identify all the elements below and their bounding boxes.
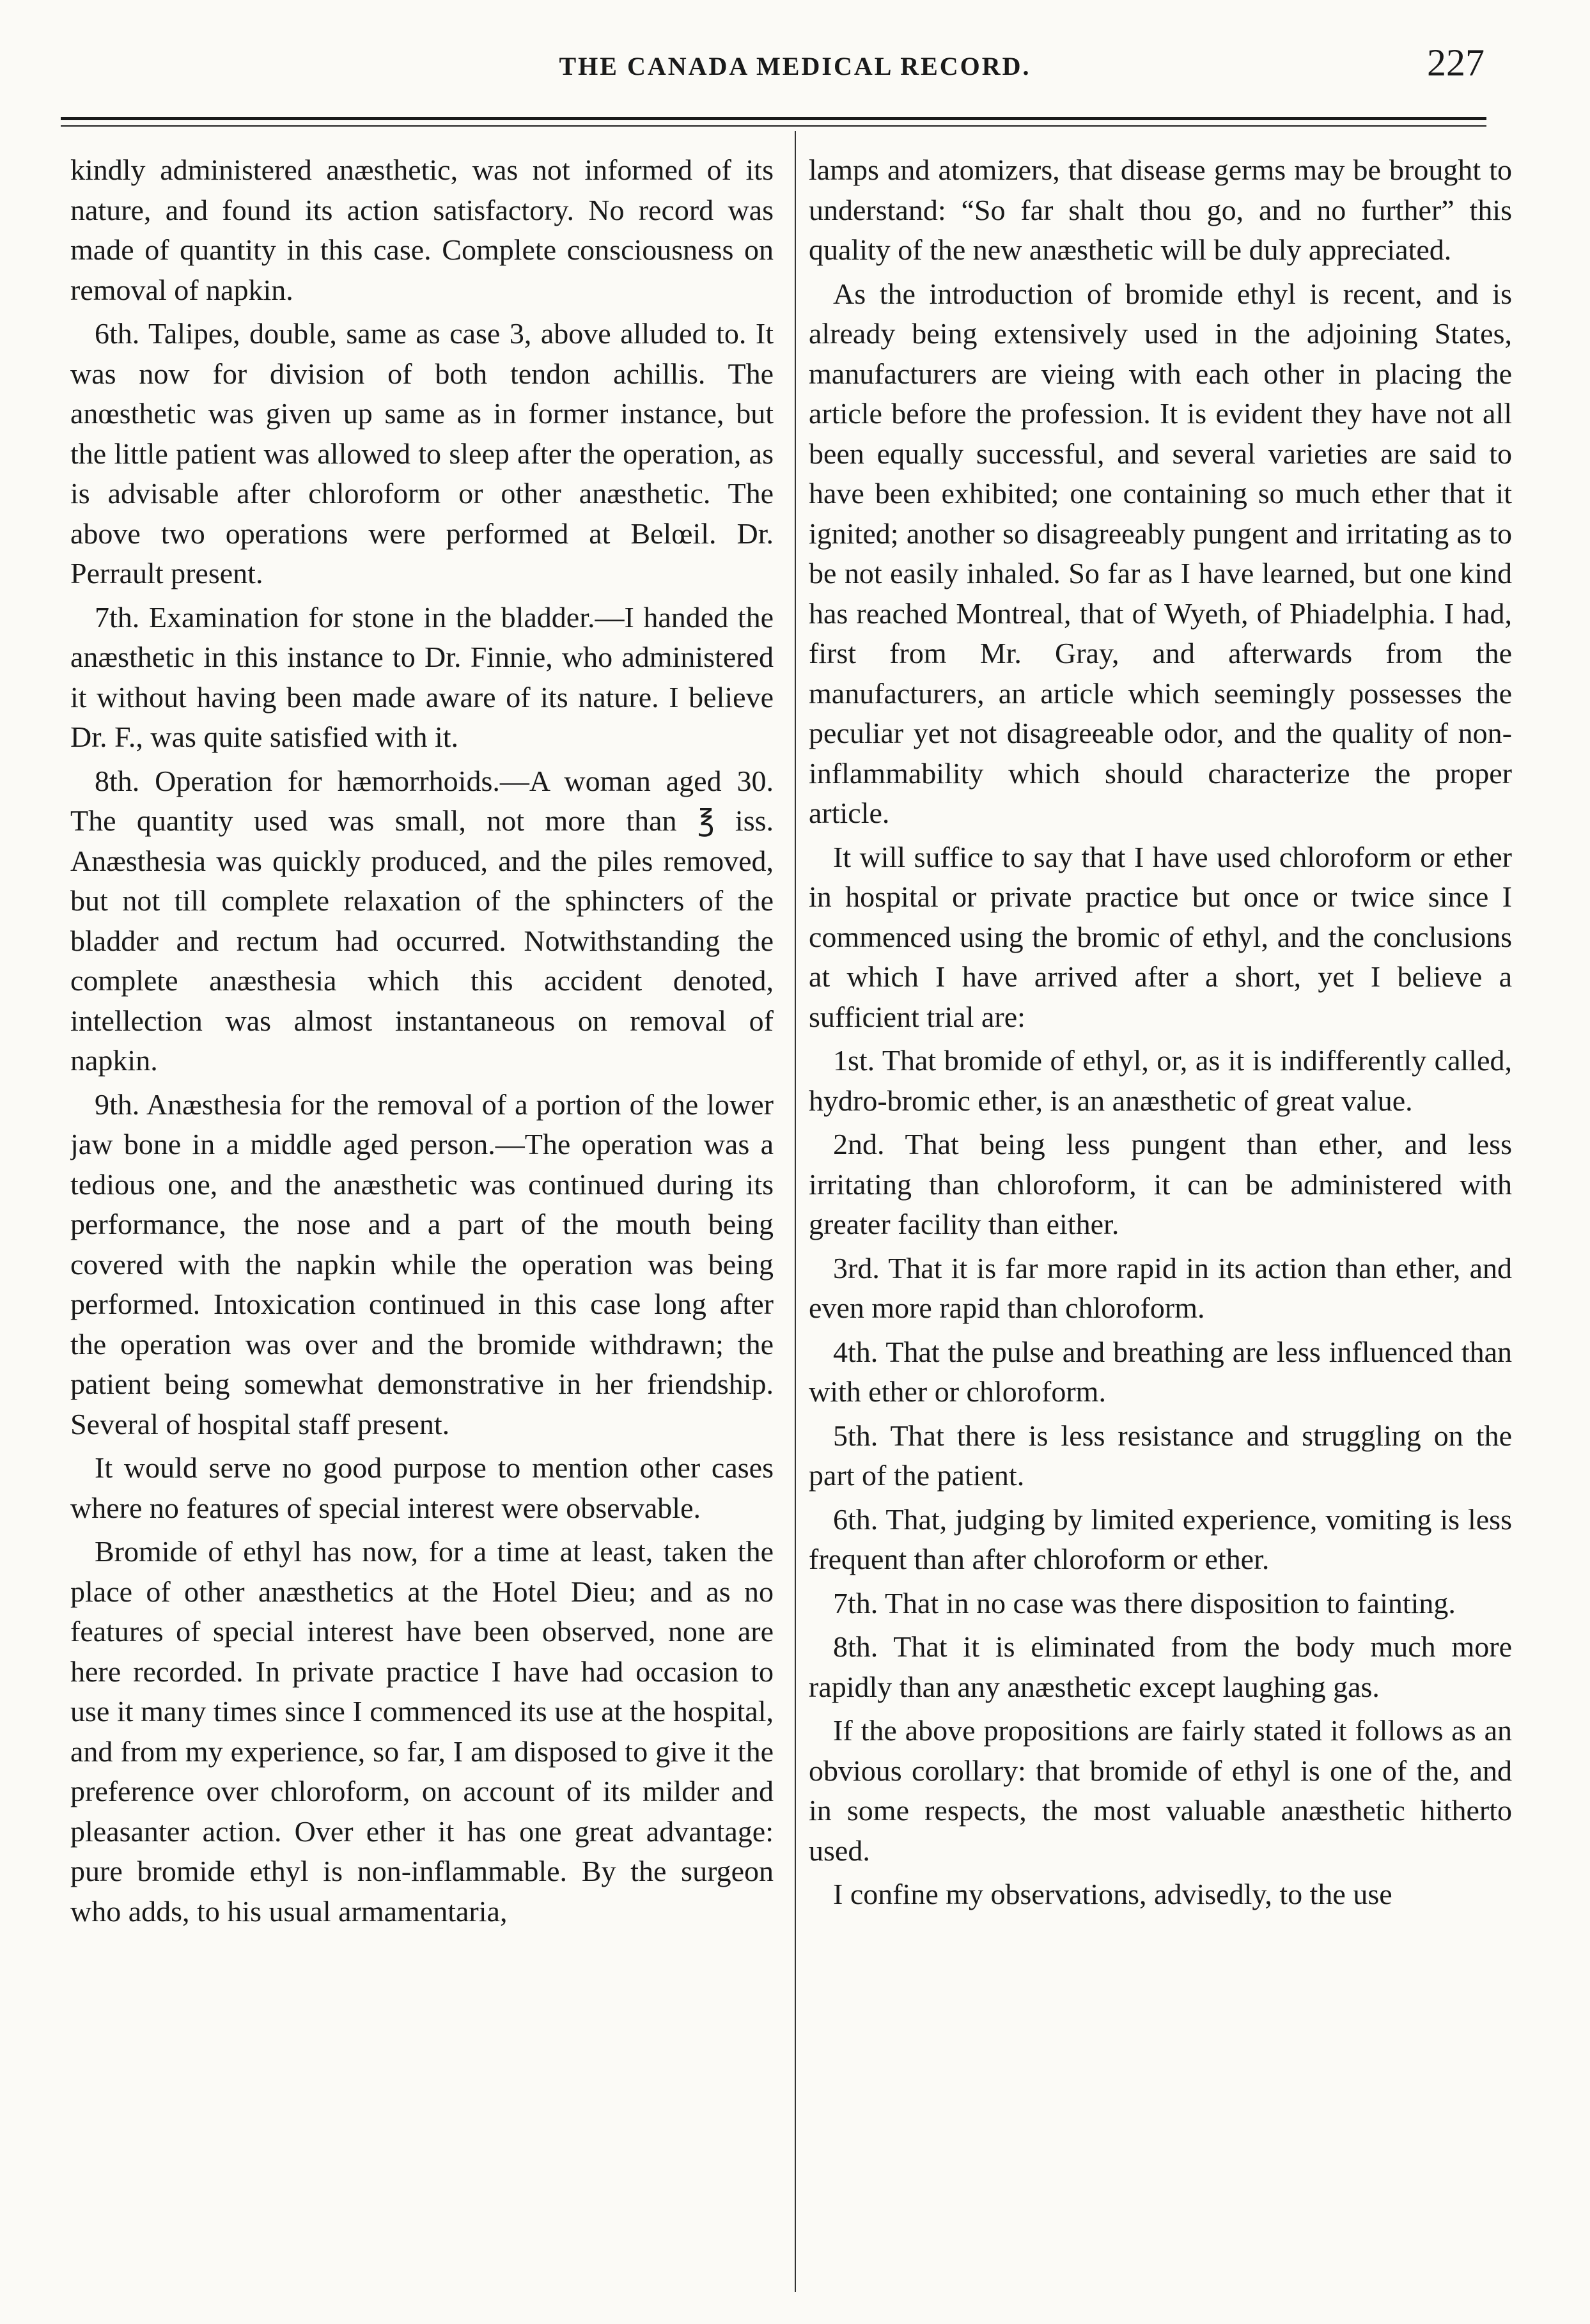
paragraph: 4th. That the pulse and breathing are less influenced than with ether or chloroform.: [809, 1335, 1512, 1408]
paragraph: As the introduction of bromide ethyl is recent, and is already being extensively used in the adjoining States, manufacturers are vieing with each other in placing the article before the profession. It is evident they have not all been equally successful, and several varieties are said to have been exhibited; one containing so much ether that it ignited; another so disagreeably pungent and irritating as to be not easily inhaled. So far as I have learned, but one kind has reached Montreal, that of Wyeth, of Phiadelphia. I had, first from Mr. Gray, and afterwards from the manufacturers, an article which seemingly possesses the peculiar yet not disagreeable odor, and the quality of non-inflammability which should characterize the proper article.: [809, 277, 1512, 829]
paragraph: 5th. That there is less resistance and struggling on the part of the patient.: [809, 1419, 1512, 1492]
paragraph: 2nd. That being less pungent than ether, and less irritating than chloroform, it can be administered with greater facility than either.: [809, 1128, 1512, 1240]
paragraph: 7th. Examination for stone in the bladder.—I handed the anæsthetic in this instance to Dr. Finnie, who administered it without having been made aware of its nature. I believe Dr. F., was quite satisfied with it.: [70, 600, 774, 753]
paragraph: 7th. That in no case was there disposition to fainting.: [833, 1586, 1456, 1619]
paragraph: Bromide of ethyl has now, for a time at least, taken the place of other anæsthetics at the Hotel Dieu; and as no features of special interest have been observed, none are here recorded. In private practice I have had occasion to use it many times since I commenced its use at the hospital, and from my experience, so far, I am disposed to give it the preference over chloroform, on account of its milder and pleasanter action. Over ether it has one great advantage: pure bromide ethyl is non-inflammable. By the surgeon who adds, to his usual armamentaria,: [70, 1535, 774, 1928]
paragraph: 1st. That bromide of ethyl, or, as it is indifferently called, hydro-bromic ether, is an anæsthetic of great value.: [809, 1044, 1512, 1117]
paragraph: 6th. That, judging by limited experience, vomiting is less frequent than after chloroform or ether.: [809, 1502, 1512, 1575]
left-column: [70, 150, 774, 2292]
paragraph: 6th. Talipes, double, same as case 3, above alluded to. It was now for division of both tendon achillis. The anœsthetic was given up same as in former instance, but the little patient was allowed to sleep after the operation, as is advisable after chloroform or other anæsthetic. The above two operations were performed at Belœil. Dr. Perrault present.: [70, 317, 774, 589]
paragraph: lamps and atomizers, that disease germs may be brought to understand: “So far shalt thou go, and no further” this quality of the new anæsthetic will be duly appreciated.: [809, 153, 1512, 266]
paragraph: 9th. Anæsthesia for the removal of a portion of the lower jaw bone in a middle aged person.—The operation was a tedious one, and the anæsthetic was continued during its performance, the nose and a part of the mouth being covered with the napkin while the operation was being performed. Intoxication continued in this case long after the operation was over and the bromide withdrawn; the patient being somewhat demonstrative in her friendship. Several of hospital staff present.: [70, 1088, 774, 1440]
paragraph: It would serve no good purpose to mention other cases where no features of special interest were observable.: [70, 1451, 774, 1524]
paragraph: If the above propositions are fairly stated it follows as an obvious corollary: that bromide of ethyl is one of the, and in some respects, the most valuable anæsthetic hitherto used.: [809, 1714, 1512, 1867]
paragraph: 8th. Operation for hæmorrhoids.—A woman aged 30. The quantity used was small, not more than ℥ iss. Anæsthesia was quickly produced, and the piles removed, but not till complete relaxation of the sphincters of the bladder and rectum had occurred. Notwithstanding the complete anæsthesia which this accident denoted, intellection was almost instantaneous on removal of napkin.: [70, 764, 774, 1077]
paragraph: 3rd. That it is far more rapid in its action than ether, and even more rapid than chloroform.: [809, 1251, 1512, 1324]
paragraph: I confine my observations, advisedly, to the use: [833, 1878, 1392, 1910]
header-rule: [61, 117, 1486, 120]
paragraph: 8th. That it is eliminated from the body much more rapidly than any anæsthetic except laughing gas.: [809, 1630, 1512, 1703]
header-rule-thin: [61, 125, 1486, 127]
page-number: 227: [1427, 42, 1485, 84]
running-title: THE CANADA MEDICAL RECORD.: [559, 52, 1031, 81]
page-header: [0, 0, 1590, 128]
right-column: [809, 150, 1512, 2292]
paragraph: It will suffice to say that I have used chloroform or ether in hospital or private practice but once or twice since I commenced using the bromic of ethyl, and the conclusions at which I have arrived after a short, yet I believe a sufficient trial are:: [809, 840, 1512, 1033]
paragraph: kindly administered anæsthetic, was not informed of its nature, and found its action satisfactory. No record was made of quantity in this case. Complete consciousness on removal of napkin.: [70, 153, 774, 306]
column-divider: [795, 131, 796, 2292]
